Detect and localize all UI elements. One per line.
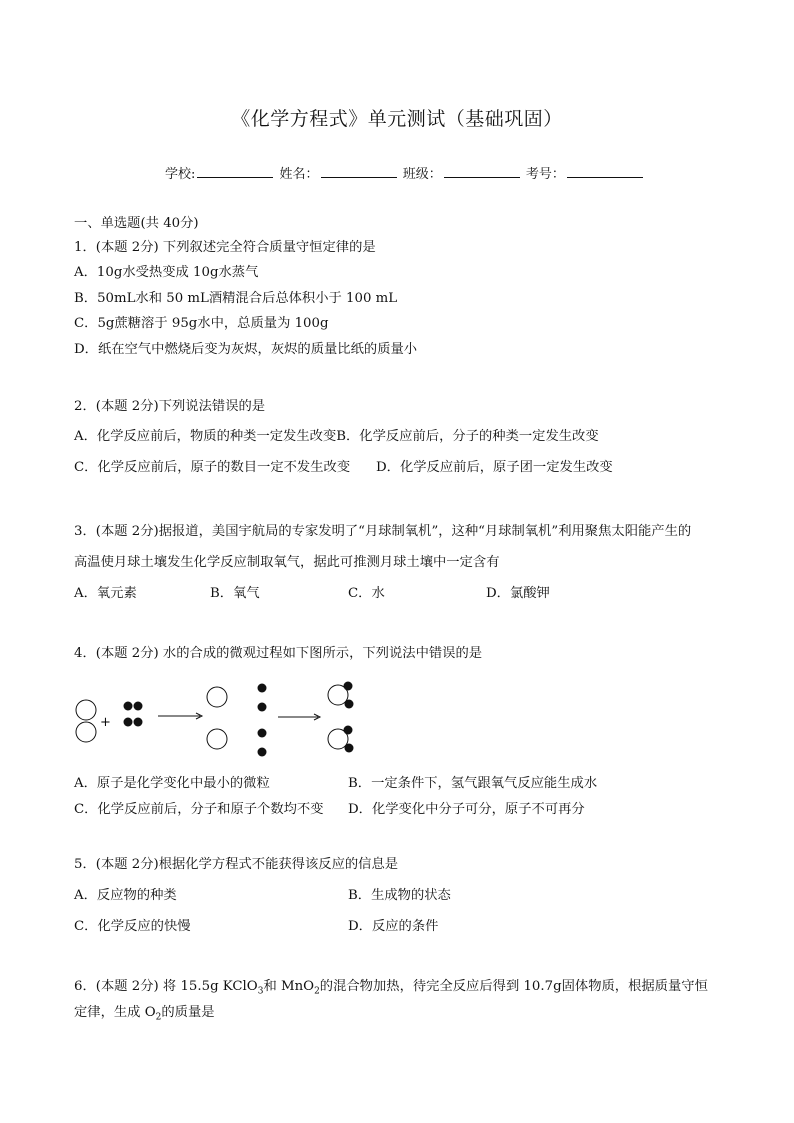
q3-option-d: D．氯酸钾 — [486, 586, 550, 601]
q3-stem-line1: 3．(本题 2分)据报道，美国宇航局的专家发明了“月球制氧机”，这种“月球制氧机”利用聚焦太阳能产生的 — [74, 524, 692, 539]
class-blank[interactable] — [444, 165, 520, 178]
q4-stem: 4．(本题 2分) 水的合成的微观过程如下图所示，下列说法中错误的是 — [74, 646, 483, 661]
q1-option-d: D．纸在空气中燃烧后变为灰烬，灰烬的质量比纸的质量小 — [74, 342, 418, 357]
q2-stem: 2．(本题 2分)下列说法错误的是 — [74, 399, 266, 414]
q1-option-c: C．5g蔗糖溶于 95g水中，总质量为 100g — [74, 316, 329, 331]
q6-sub-3: 3 — [257, 986, 264, 997]
q1-stem: 1．(本题 2分) 下列叙述完全符合质量守恒定律的是 — [74, 240, 376, 255]
hydrogen-atom — [258, 684, 267, 693]
hydrogen-atom — [345, 744, 354, 753]
school-label: 学校: — [165, 167, 196, 182]
hydrogen-atom — [134, 702, 143, 711]
q4-option-a: A．原子是化学变化中最小的微粒 — [74, 776, 270, 791]
school-blank[interactable] — [197, 165, 273, 178]
name-blank[interactable] — [321, 165, 397, 178]
q6-text-b: 和 MnO — [263, 979, 315, 994]
q5-option-d: D．反应的条件 — [348, 919, 439, 934]
plus-sign: + — [100, 715, 111, 730]
q6-text-a: 6．(本题 2分) 将 15.5g KClO — [74, 979, 258, 994]
student-info-line — [165, 163, 645, 182]
hydrogen-atom — [258, 748, 267, 757]
exam-no-blank[interactable] — [567, 165, 643, 178]
hydrogen-atom — [124, 702, 133, 711]
exam-no-label: 考号： — [525, 167, 565, 182]
q6-text-d: 定律，生成 O — [74, 1005, 156, 1020]
hydrogen-atom — [345, 700, 354, 709]
q6-text-e: 的质量是 — [161, 1005, 215, 1020]
water-synthesis-diagram — [70, 676, 370, 766]
page-title: 《化学方程式》单元测试（基础巩固） — [231, 108, 563, 130]
q1-option-a: A．10g水受热变成 10g水蒸气 — [74, 265, 259, 280]
section-heading: 一、单选题(共 40分) — [74, 216, 199, 231]
q6-sub-2: 2 — [314, 986, 320, 997]
hydrogen-atom — [344, 726, 353, 735]
oxygen-atom — [76, 700, 96, 720]
oxygen-atom — [207, 687, 227, 707]
q5-option-a: A．反应物的种类 — [74, 888, 177, 903]
q2-option-c: C．化学反应前后，原子的数目一定不发生改变 — [74, 460, 351, 475]
q3-option-a: A．氧元素 — [74, 586, 137, 601]
q1-option-b: B．50mL水和 50 mL酒精混合后总体积小于 100 mL — [74, 291, 398, 306]
q3-option-c: C．水 — [348, 586, 385, 601]
q4-option-b: B．一定条件下，氢气跟氧气反应能生成水 — [348, 776, 598, 791]
q4-option-d: D．化学变化中分子可分，原子不可再分 — [348, 802, 585, 817]
hydrogen-atom — [258, 703, 267, 712]
q3-option-b: B．氧气 — [210, 586, 260, 601]
name-label: 姓名： — [279, 167, 319, 182]
q6-stem-line2 — [74, 1003, 215, 1028]
q2-option-d: D．化学反应前后，原子团一定发生改变 — [376, 460, 613, 475]
hydrogen-atom — [134, 718, 143, 727]
q3-stem-line2: 高温使月球土壤发生化学反应制取氧气，据此可推测月球土壤中一定含有 — [74, 555, 500, 570]
hydrogen-atom — [344, 682, 353, 691]
q6-stem-line1 — [74, 977, 708, 1002]
q5-option-b: B．生成物的状态 — [348, 888, 451, 903]
class-label: 班级： — [402, 167, 442, 182]
oxygen-atom — [207, 729, 227, 749]
q5-option-c: C．化学反应的快慢 — [74, 919, 191, 934]
q6-sub-o2: 2 — [155, 1012, 162, 1023]
q2-options-ab: A．化学反应前后，物质的种类一定发生改变B．化学反应前后，分子的种类一定发生改变 — [74, 429, 599, 444]
hydrogen-atom — [124, 718, 133, 727]
q4-option-c: C．化学反应前后，分子和原子个数均不变 — [74, 802, 324, 817]
q5-stem: 5．(本题 2分)根据化学方程式不能获得该反应的信息是 — [74, 857, 399, 872]
hydrogen-atom — [258, 729, 267, 738]
q6-text-c: 的混合物加热，待完全反应后得到 10.7g固体物质，根据质量守恒 — [319, 979, 708, 994]
oxygen-atom — [76, 722, 96, 742]
